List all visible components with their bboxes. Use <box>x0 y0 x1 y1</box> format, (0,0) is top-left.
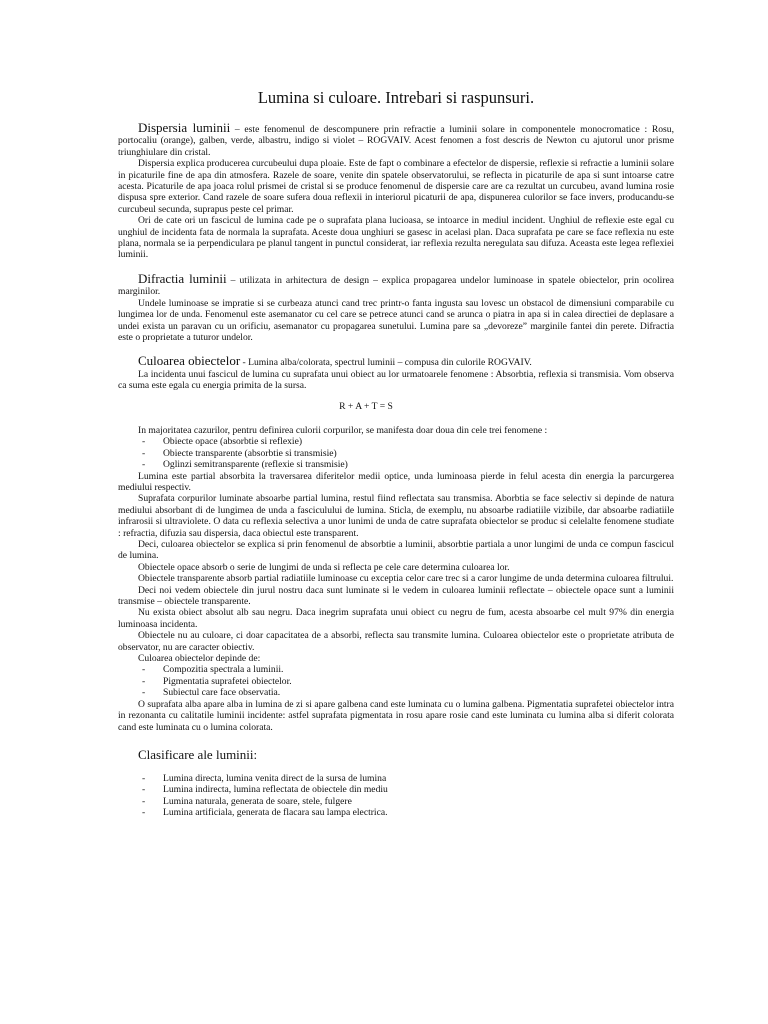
section-difractia <box>118 272 674 343</box>
list-marker: - <box>142 675 146 687</box>
list-item-text: Obiecte transparente (absorbtie si transmisie) <box>163 447 337 459</box>
difractia-intro-paragraph <box>118 272 674 298</box>
list-item <box>118 796 674 807</box>
section-culoarea <box>118 354 674 733</box>
dispersia-intro-paragraph <box>118 121 674 158</box>
list-marker: - <box>142 772 146 784</box>
list-marker: - <box>142 784 146 796</box>
section-clasificare <box>118 747 674 819</box>
dispersia-intro-text: – este fenomenul de descompunere prin refractie a luminii solare in componentele monocromatice : Rosu, portocaliu (orange), galben, verde, albastru, indigo si violet – ROGVAIV. Acest fenomen a fost descris de Newton cu ajutorul unor prisme triunghiulare din cristal. <box>118 124 674 158</box>
list-marker: - <box>142 436 146 448</box>
list-item <box>118 459 674 470</box>
difractia-heading: Difractia luminii <box>138 270 227 286</box>
dispersia-paragraph-2: Ori de cate ori un fascicul de lumina cade pe o suprafata plana lucioasa, se intoarce in mediul incident. Unghiul de reflexie este egal cu unghiul de incidenta fata de normala la suprafata. Aceste doua unghiuri se gasesc in acelasi plan. Daca suprafata pe care se face reflexia nu este plana, normala se ia perpendiculara pe planul tangent in punctul considerat, iar reflexia rezulta neregulata sau difuza. Aceasta este legea reflexiei luminii. <box>118 215 674 261</box>
document-title: Lumina si culoare. Intrebari si raspunsuri. <box>257 88 535 107</box>
culoarea-paragraph-8: Deci noi vedem obiectele din jurul nostru daca sunt luminate si le vedem in culoarea luminii reflectate – obiectele opace sunt a luminii transmise – obiectele transparente. <box>118 584 674 608</box>
formula: R + A + T = S <box>339 400 393 412</box>
culoarea-paragraph-12: O suprafata alba apare alba in lumina de zi si apare galbena cand este luminata cu o lumina galbena. Pigmentatia suprafetei obiectelor intra in rezonanta cu calitatile luminii incidente: astfel suprafata pigmentata in rosu apare rosie cand este luminata cu lumina alba si diferit colorata cand este luminata cu o lumina colorata. <box>118 698 674 733</box>
culoarea-paragraph-1: La incidenta unui fascicul de lumina cu suprafata unui obiect au lor urmatoarele fenomene : Absorbtia, reflexia si transmisia. Vom observa ca suma este egala cu energia primita de la sursa. <box>118 368 674 392</box>
list-item-text: Oglinzi semitransparente (reflexie si transmisie) <box>163 459 348 471</box>
culoarea-paragraph-10: Obiectele nu au culoare, ci doar capacitatea de a absorbi, reflecta sau transmite lumina. Culoarea obiectelor este o proprietate atributa de observator, nu are caracter obiectiv. <box>118 630 674 653</box>
list-item <box>118 676 674 687</box>
culoarea-paragraph-5: Deci, culoarea obiectelor se explica si prin fenomenul de absorbtie a luminii, absorbtie partiala a unor lungimi de unda ce compun fascicul de lumina. <box>118 539 674 562</box>
phenomena-list <box>118 436 674 470</box>
list-item-text: Lumina indirecta, lumina reflectata de obiectele din mediu <box>163 784 388 796</box>
list-item-text: Subiectul care face observatia. <box>163 687 281 699</box>
light-classification-list <box>118 773 674 819</box>
list-item <box>118 687 674 698</box>
list-item-text: Lumina naturala, generata de soare, stele, fulgere <box>163 795 352 807</box>
difractia-paragraph-1: Undele luminoase se impratie si se curbeaza atunci cand trec printr-o fanta ingusta sau lovesc un obstacol de dimensiuni comparabile cu lungimea lor de unda. Fenomenul este asemanator cu cel care se petrece atunci cand se arunca o piatra in apa si in calea directiei de deplasare a undei exista un paravan cu un orificiu, asemanator cu propagarea sunetului. Lumina pare sa „devoreze” marginile fantei din perete. Difractia este o proprietate a tuturor undelor. <box>118 297 674 343</box>
list-marker: - <box>142 664 146 676</box>
list-item-text: Obiecte opace (absorbtie si reflexie) <box>163 436 303 448</box>
list-marker: - <box>142 447 146 459</box>
list-item <box>118 784 674 795</box>
list-item-text: Pigmentatia suprafetei obiectelor. <box>163 675 292 687</box>
culoarea-paragraph-11: Culoarea obiectelor depinde de: <box>138 653 261 665</box>
clasificare-heading: Clasificare ale luminii: <box>138 746 258 762</box>
list-item-text: Lumina artificiala, generata de flacara sau lampa electrica. <box>163 807 388 819</box>
list-item-text: Compozitia spectrala a luminii. <box>163 664 284 676</box>
document-page <box>118 88 674 819</box>
section-dispersia <box>118 121 674 261</box>
list-item <box>118 436 674 447</box>
culoarea-intro-paragraph <box>118 354 674 368</box>
culoarea-paragraph-3: Lumina este partial absorbita la traversarea diferitelor medii optice, unda luminoasa pierde in felul acesta din energia la parcurgerea mediului respectiv. <box>118 470 674 493</box>
culoarea-paragraph-4: Suprafata corpurilor luminate absoarbe partial lumina, restul fiind reflectata sau transmisa. Aborbtia se face selectiv si depinde de natura mediului absorbant di de lungimea de unda a fasciculului de lumina. Sticla, de exemplu, nu absoarbe radiatiile vizibile, dar absoarbe radiatiile infrarosii si ultraviolete. O data cu reflexia selectiva a unor lunimi de unda de catre suprafata obiectelor se produc si celelalte fenomene studiate : refractia, difuzia sau dispersia, daca obiectul este transparent. <box>118 493 674 539</box>
list-marker: - <box>142 795 146 807</box>
list-marker: - <box>142 687 146 699</box>
culoarea-paragraph-9: Nu exista obiect absolut alb sau negru. Daca inegrim suprafata unui obiect cu negru de fum, acesta absoarbe cel mult 97% din energia luminoasa incidenta. <box>118 607 674 630</box>
culoarea-heading: Culoarea obiectelor <box>138 353 241 369</box>
difractia-intro-text: – utilizata in arhitectura de design – explica propagarea undelor luminoase in spatele obiectelor, prin ocolirea marginilor. <box>118 274 674 298</box>
dispersia-heading: Dispersia luminii <box>138 120 231 135</box>
list-item <box>118 448 674 459</box>
culoarea-paragraph-6: Obiectele opace absorb o serie de lungimi de unda si reflecta pe cele care determina culoarea lor. <box>138 561 510 573</box>
list-item <box>118 664 674 675</box>
dispersia-paragraph-1: Dispersia explica producerea curcubeului dupa ploaie. Este de fapt o combinare a efectelor de dispersie, reflexie si refractie a luminii solare in picaturile fine de apa din atmosfera. Razele de soare, venite din spatele observatorului, se reflecta in picaturile de apa si sunt intoarse catre acesta. Picaturile de apa joaca rolul prismei de cristal si se produce fenomenul de dispersie care are ca rezultat un curcubeu, avand lumina rosie dispusa spre exterior. Cand razele de soare sufera doua reflexii in interiorul picaturii de apa, dispunerea culorilor se face invers, producandu-se curcubeul secunda, suprapus peste cel primar. <box>118 158 674 215</box>
list-item-text: Lumina directa, lumina venita direct de la sursa de lumina <box>163 772 387 784</box>
culoarea-paragraph-7: Obiectele transparente absorb partial radiatiile luminoase cu exceptia celor care trec si a caror lungime de unda determina culoarea filtrului. <box>138 573 674 585</box>
culoarea-paragraph-2: In majoritatea cazurilor, pentru definirea culorii corpurilor, se manifesta doar doua din cele trei fenomene : <box>138 424 548 436</box>
culoarea-intro-text: - Lumina alba/colorata, spectrul luminii – compusa din culorile ROGVAIV. <box>240 357 532 369</box>
list-marker: - <box>142 459 146 471</box>
list-item <box>118 773 674 784</box>
color-factors-list <box>118 664 674 698</box>
list-item <box>118 807 674 818</box>
list-marker: - <box>142 807 146 819</box>
